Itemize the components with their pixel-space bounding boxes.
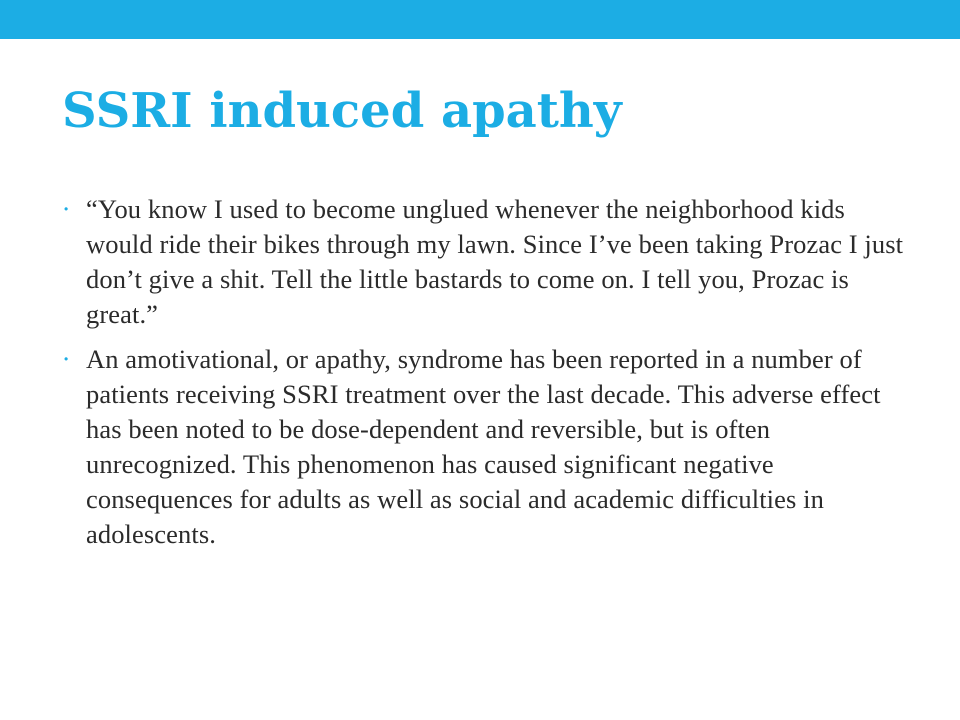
bullet-item-quote — [64, 192, 914, 332]
top-accent-bar — [0, 0, 960, 39]
slide-title: SSRI induced apathy — [62, 83, 622, 139]
bullet-icon: • — [64, 352, 69, 366]
bullet-text-quote: “You know I used to become unglued whenever the neighborhood kids would ride their bikes through my lawn. Since I’ve been taking Prozac I just don’t give a shit. Tell the little bastards to come on. I tell you, Prozac is great.” — [86, 194, 904, 329]
bullet-item-syndrome — [64, 342, 914, 552]
bullet-text-syndrome: An amotivational, or apathy, syndrome has been reported in a number of patients receiving SSRI treatment over the last decade. This adverse effect has been noted to be dose-dependent and reversible, but is often unrecognized. This phenomenon has caused significant negative consequences for adults as well as social and academic difficulties in adolescents. — [86, 344, 881, 549]
bullet-list — [64, 192, 914, 562]
bullet-icon: • — [64, 202, 69, 216]
